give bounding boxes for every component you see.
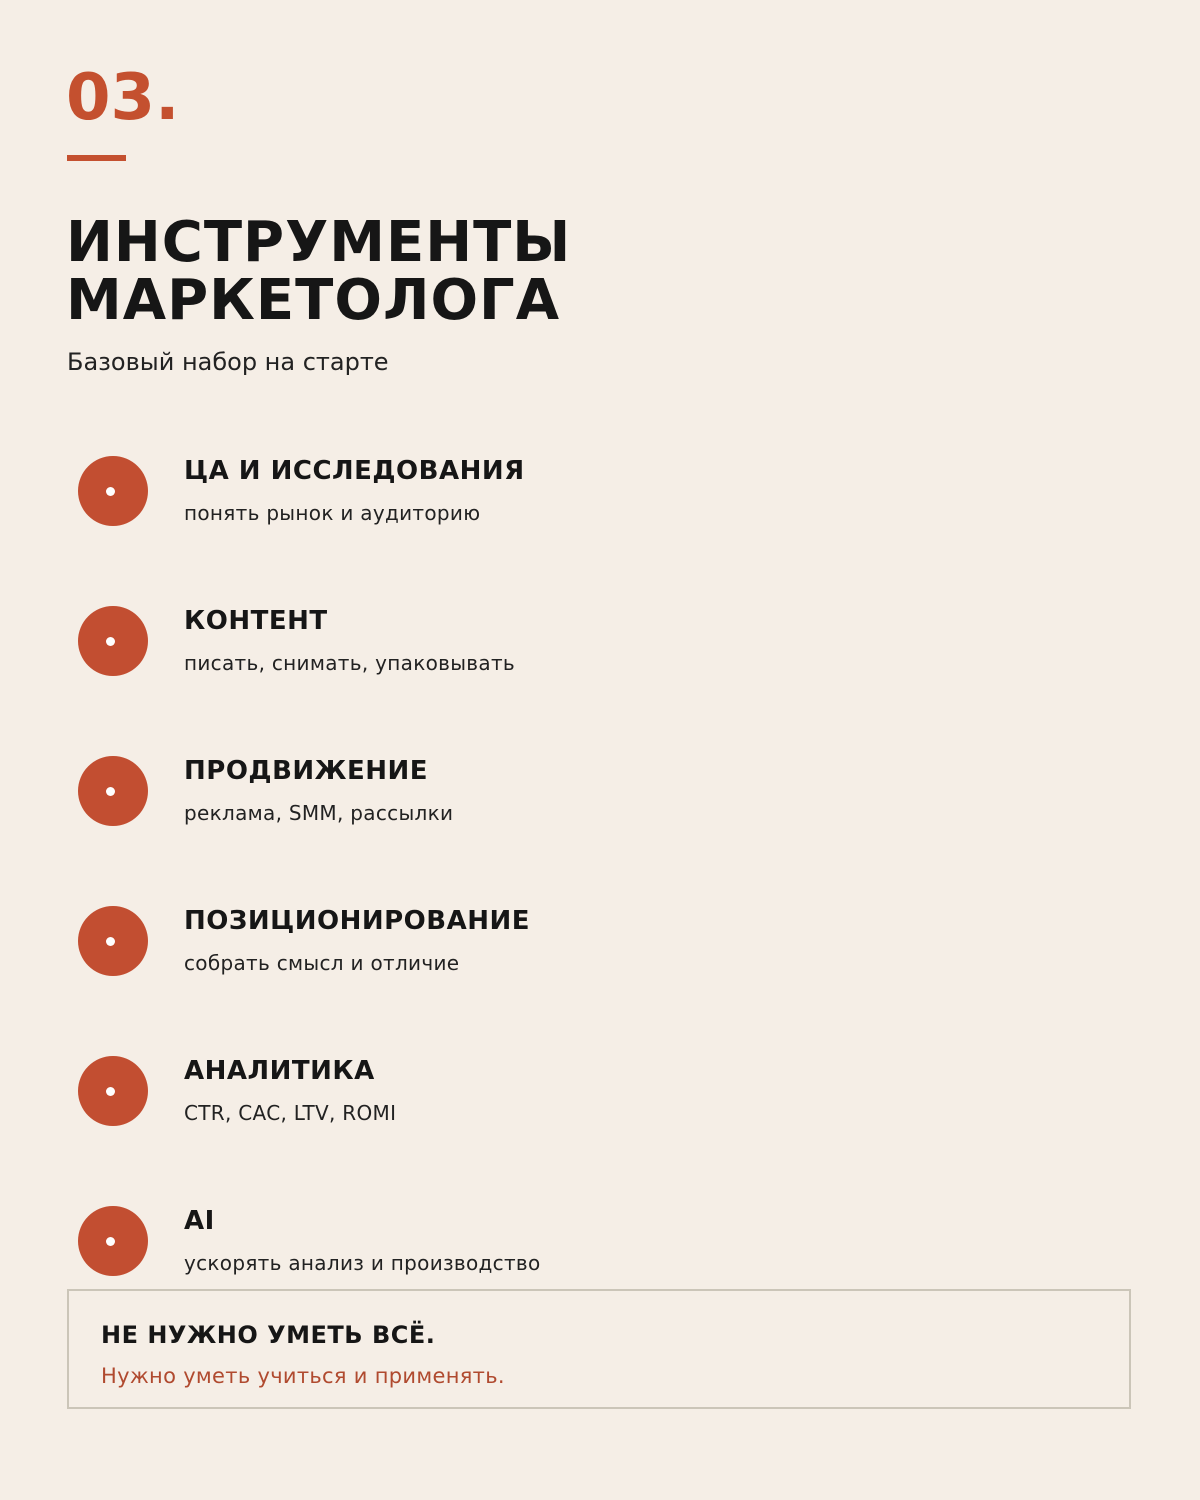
circle-bullet-icon bbox=[78, 756, 148, 826]
list-item-title: ПРОДВИЖЕНИЕ bbox=[184, 756, 429, 786]
list-item bbox=[78, 602, 878, 692]
list-item bbox=[78, 1052, 878, 1142]
list-item-title: КОНТЕНТ bbox=[184, 606, 328, 636]
list-item-description: собрать смысл и отличие bbox=[184, 951, 460, 975]
circle-bullet-icon bbox=[78, 1056, 148, 1126]
list-item bbox=[78, 452, 878, 542]
page-title-line-1: ИНСТРУМЕНТЫ bbox=[66, 210, 572, 275]
list-item-description: CTR, CAC, LTV, ROMI bbox=[184, 1101, 397, 1125]
circle-bullet-icon bbox=[78, 456, 148, 526]
list-item-title: АНАЛИТИКА bbox=[184, 1056, 375, 1086]
list-item-description: писать, снимать, упаковывать bbox=[184, 651, 515, 675]
list-item-description: понять рынок и аудиторию bbox=[184, 501, 481, 525]
note-text: Нужно уметь учиться и применять. bbox=[101, 1364, 505, 1388]
list-item-title: AI bbox=[184, 1206, 215, 1236]
list-item bbox=[78, 902, 878, 992]
circle-bullet-icon bbox=[78, 906, 148, 976]
list-item-title: ЦА И ИССЛЕДОВАНИЯ bbox=[184, 456, 525, 486]
list-item bbox=[78, 1202, 878, 1292]
list-item-title: ПОЗИЦИОНИРОВАНИЕ bbox=[184, 906, 530, 936]
section-number: 03. bbox=[66, 61, 180, 135]
page-title-line-2: МАРКЕТОЛОГА bbox=[66, 268, 561, 333]
list-item bbox=[78, 752, 878, 842]
circle-bullet-icon bbox=[78, 1206, 148, 1276]
note-box bbox=[67, 1289, 1131, 1409]
list-item-description: ускорять анализ и производство bbox=[184, 1251, 541, 1275]
note-title: НЕ НУЖНО УМЕТЬ ВСЁ. bbox=[101, 1321, 436, 1349]
page-subtitle: Базовый набор на старте bbox=[67, 348, 389, 376]
list-item-description: реклама, SMM, рассылки bbox=[184, 801, 454, 825]
circle-bullet-icon bbox=[78, 606, 148, 676]
